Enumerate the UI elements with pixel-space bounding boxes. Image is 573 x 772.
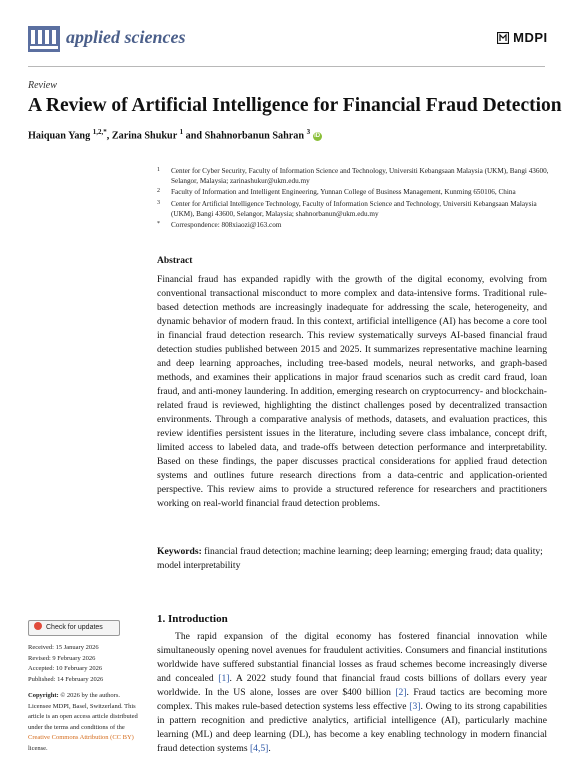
- author-separator: ,: [106, 130, 112, 142]
- article-title: A Review of Artificial Intelligence for Financial Fraud Detection: [28, 95, 562, 116]
- affiliation-text: Center for Cyber Security, Faculty of Information Science and Technology, Universiti Kebangsaan Malaysia (UKM), Bangi 43600, Selangor, Malaysia; zarinashukur@ukm.edu.my: [171, 167, 549, 186]
- affiliation-mark: 3: [157, 199, 160, 206]
- paragraph-text: . Fraud tactics are becoming more complex. This makes rule-based detection systems less effective: [157, 687, 547, 712]
- copyright-notice: [28, 691, 140, 754]
- abstract-heading: Abstract: [157, 256, 193, 266]
- affiliation-item: [157, 166, 557, 186]
- paragraph-text: The rapid expansion of the digital economy has fostered financial innovation while simultaneously opening novel avenues for fraudulent activities. Consumers and financial institutions worldwide have suffered substantial financial losses as fraud schemes become increasingly diverse and concealed: [157, 631, 547, 684]
- affiliation-text: Correspondence: 808xiaozi@163.com: [171, 221, 282, 230]
- publisher-logo: [497, 30, 548, 45]
- paragraph-text: .: [268, 743, 271, 754]
- copyright-label: Copyright:: [28, 692, 59, 699]
- article-type: Review: [28, 80, 57, 91]
- citation-link[interactable]: [3]: [409, 701, 421, 712]
- keywords-text: financial fraud detection; machine learning; deep learning; emerging fraud; data quality; model interpretability: [157, 546, 543, 571]
- section-heading: 1. Introduction: [157, 613, 228, 625]
- check-updates-icon: [34, 622, 42, 630]
- date-published: Published: 14 February 2026: [28, 675, 104, 683]
- date-received: Received: 15 January 2026: [28, 644, 99, 651]
- author-name[interactable]: Haiquan Yang: [28, 130, 91, 142]
- author-name[interactable]: Zarina Shukur: [111, 130, 178, 142]
- keywords: [157, 545, 547, 573]
- affiliation-item: [157, 187, 557, 197]
- copyright-text: © 2026 by the authors. Licensee MDPI, Basel, Switzerland. This article is an open access article distributed under the terms and conditions of the: [28, 692, 138, 731]
- author-affil-mark: 3: [306, 128, 311, 136]
- date-revised: Revised: 9 February 2026: [28, 654, 96, 662]
- check-for-updates-button[interactable]: [28, 620, 120, 636]
- affiliation-text: Center for Artificial Intelligence Technology, Faculty of Information Science and Technology, Universiti Kebangsaan Malaysia (UKM), Bangi 43600, Selangor, Malaysia; shahnorbanun@ukm.edu.my: [171, 199, 537, 218]
- paragraph-text: . A 2022 study found that financial fraud costs billions of dollars every year worldwide. In the US alone, losses are over $400 billion: [157, 673, 548, 698]
- author-separator: and: [183, 130, 205, 142]
- affiliation-mark: 1: [157, 167, 160, 173]
- citation-link[interactable]: [1]: [218, 673, 230, 684]
- author-affil-mark: 1,2,*: [92, 128, 107, 136]
- license-suffix: license.: [28, 744, 48, 752]
- affiliations: [157, 166, 557, 231]
- check-updates-label: Check for updates: [46, 624, 103, 631]
- affiliation-mark: *: [157, 221, 160, 228]
- paragraph-text: . Owing to its strong capabilities in pattern recognition and predictive analytics, artificial intelligence (AI), particularly machine learning (ML) and deep learning (DL), has become a key enabling technology in modern financial fraud detection systems: [157, 701, 547, 754]
- license-link[interactable]: Creative Commons Attribution (CC BY): [28, 734, 134, 741]
- publication-dates: [28, 643, 140, 685]
- introduction-paragraph: [157, 630, 547, 756]
- abstract-text: Financial fraud has expanded rapidly with the growth of the digital economy, evolving from conventional transactional misconduct to more complex and data-intensive forms. Traditional rule-based detection methods are increasingly inadequate for addressing the scale, heterogeneity, and dynamic behavior of modern fraud. In this context, artificial intelligence (AI) has become a core tool in financial fraud detection research. This review systematically surveys AI-based financial fraud detection studies published between 2015 and 2025. It summarizes representative machine learning and deep learning approaches, including tree-based models, neural networks, and graph-based methods, and examines their applications in major fraud scenarios such as credit card fraud, loan fraud, and anti-money laundering. In addition, emerging research on cryptocurrency- and blockchain-related fraud is reviewed, highlighting the distinct challenges posed by decentralized transaction environments. Through a comparative analysis of methods, datasets, and evaluation practices, this review identifies persistent issues in the literature, including severe class imbalance, concept drift, limited access to labeled data, and trade-offs between detection performance and interpretability. Based on these findings, the paper discusses practical considerations for applied fraud detection systems and outlines future research directions from a data-centric and application-oriented perspective. This review aims to provide a structured reference for researchers and practitioners working on real-world financial fraud detection problems.: [157, 274, 547, 509]
- citation-link[interactable]: [2]: [395, 687, 407, 698]
- affiliation-item: [157, 220, 557, 230]
- introduction-text: [157, 630, 547, 756]
- date-accepted: Accepted: 10 February 2026: [28, 665, 103, 672]
- publisher-name: MDPI: [513, 30, 548, 45]
- orcid-icon[interactable]: iD: [314, 133, 321, 140]
- citation-link[interactable]: [4,5]: [249, 743, 269, 754]
- mdpi-icon: [497, 32, 509, 44]
- affiliation-mark: 2: [157, 188, 160, 195]
- author-list: [28, 128, 322, 141]
- author-affil-mark: 1: [179, 128, 184, 136]
- journal-name: applied sciences: [66, 27, 186, 47]
- journal-logo: [28, 26, 60, 52]
- header-divider: [28, 66, 545, 67]
- affiliation-item: [157, 199, 557, 219]
- author-name[interactable]: Shahnorbanun Sahran: [204, 130, 305, 142]
- affiliation-text: Faculty of Information and Intelligent Engineering, Yunnan College of Business Management, Kunming 650106, China: [171, 188, 516, 197]
- keywords-label: Keywords:: [157, 546, 202, 557]
